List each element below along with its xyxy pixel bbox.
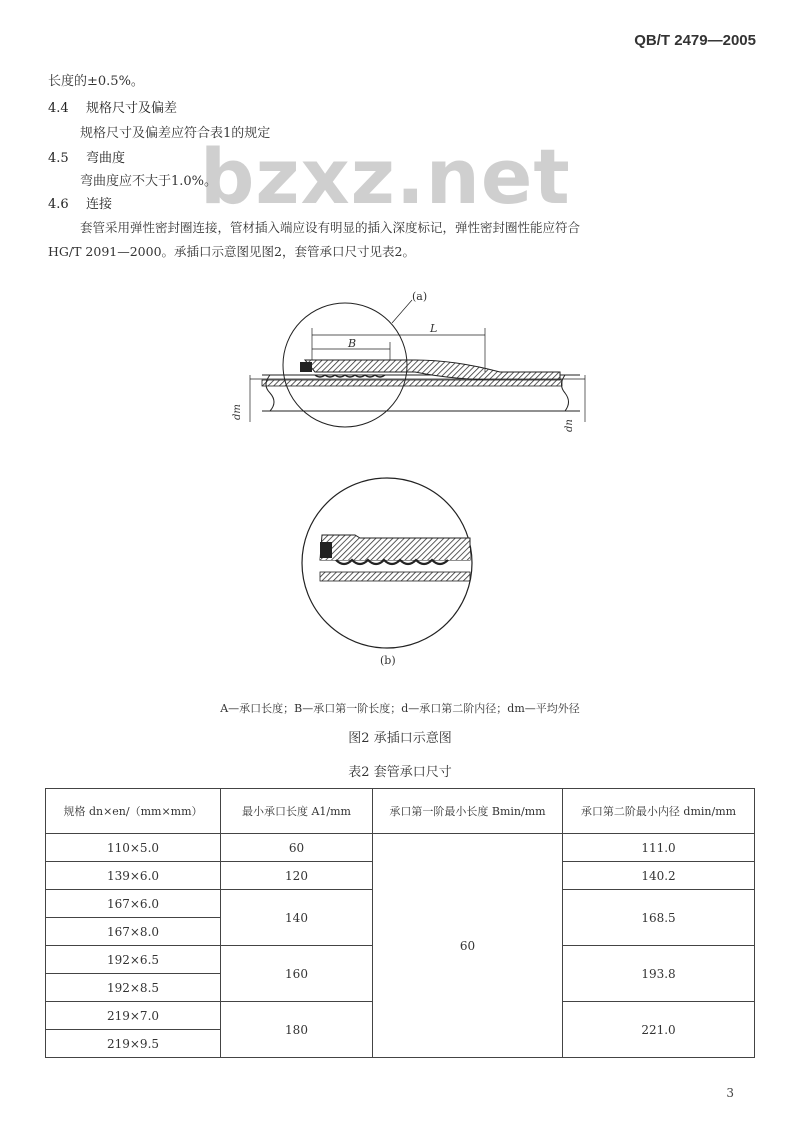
table-cell-length: 180 — [221, 1002, 373, 1058]
table-cell-length: 140 — [221, 890, 373, 946]
table-header-cell: 承口第二阶最小内径 dmin/mm — [563, 789, 755, 834]
table-cell-inner-diameter: 111.0 — [563, 834, 755, 862]
section-4-4-text: 规格尺寸及偏差应符合表1的规定 — [80, 126, 271, 141]
section-4-6-text-1: 套管采用弹性密封圈连接，管材插入端应设有明显的插入深度标记，弹性密封圈性能应符合 — [80, 220, 581, 235]
dim-dn-label: dn — [564, 419, 575, 432]
table-cell-inner-diameter: 168.5 — [563, 890, 755, 946]
standard-code: QB/T 2479—2005 — [634, 32, 756, 49]
table-header-cell: 最小承口长度 A1/mm — [221, 789, 373, 834]
table-cell-spec: 192×8.5 — [46, 974, 221, 1002]
table-cell-inner-diameter: 140.2 — [563, 862, 755, 890]
section-4-6-text-2: HG/T 2091—2000。承插口示意图见图2，套管承口尺寸见表2。 — [48, 244, 415, 259]
figure-label-b: (b) — [380, 654, 396, 667]
section-4-5-text: 弯曲度应不大于1.0%。 — [80, 174, 218, 189]
dim-dm-label: dm — [232, 404, 243, 420]
section-4-6-heading — [48, 193, 112, 212]
table-cell-spec: 192×6.5 — [46, 946, 221, 974]
figure-caption: 图2 承插口示意图 — [348, 731, 452, 746]
table-cell-spec: 219×7.0 — [46, 1002, 221, 1030]
figure-view-b — [302, 478, 472, 667]
table-cell-length: 60 — [221, 834, 373, 862]
section-title: 规格尺寸及偏差 — [86, 101, 178, 116]
table-cell-inner-diameter: 193.8 — [563, 946, 755, 1002]
watermark: bzxz.net — [200, 132, 571, 221]
section-title: 弯曲度 — [86, 151, 126, 166]
table-caption: 表2 套管承口尺寸 — [348, 765, 452, 780]
table-header-row — [46, 789, 755, 834]
section-title: 连接 — [86, 197, 113, 212]
table-cell-spec: 110×5.0 — [46, 834, 221, 862]
table-cell-length: 160 — [221, 946, 373, 1002]
dim-B-label: B — [348, 337, 357, 350]
figure-view-a — [232, 290, 585, 432]
section-4-5-heading — [48, 147, 125, 166]
figure-label-a: (a) — [412, 290, 428, 303]
section-4-4-heading — [48, 97, 177, 116]
table-header-cell: 承口第一阶最小长度 Bmin/mm — [373, 789, 563, 834]
table-cell-first-step-length: 60 — [373, 834, 563, 1058]
socket-dimensions-table — [45, 788, 755, 1058]
section-number: 4.4 — [48, 101, 69, 116]
section-number: 4.6 — [48, 197, 69, 212]
section-number: 4.5 — [48, 151, 69, 166]
table-cell-spec: 167×6.0 — [46, 890, 221, 918]
table-cell-spec: 219×9.5 — [46, 1030, 221, 1058]
page-number: 3 — [726, 1086, 734, 1100]
table-cell-spec: 167×8.0 — [46, 918, 221, 946]
table-cell-inner-diameter: 221.0 — [563, 1002, 755, 1058]
socket-joint-figure — [0, 280, 800, 680]
table-cell-length: 120 — [221, 862, 373, 890]
body-line: 长度的±0.5%。 — [48, 74, 144, 89]
table-row — [46, 834, 755, 862]
figure-legend: A—承口长度；B—承口第一阶长度；d—承口第二阶内径；dm—平均外径 — [220, 702, 580, 715]
dim-L-label: L — [430, 322, 438, 335]
table-cell-spec: 139×6.0 — [46, 862, 221, 890]
table-header-cell: 规格 dn×en/（mm×mm） — [46, 789, 221, 834]
